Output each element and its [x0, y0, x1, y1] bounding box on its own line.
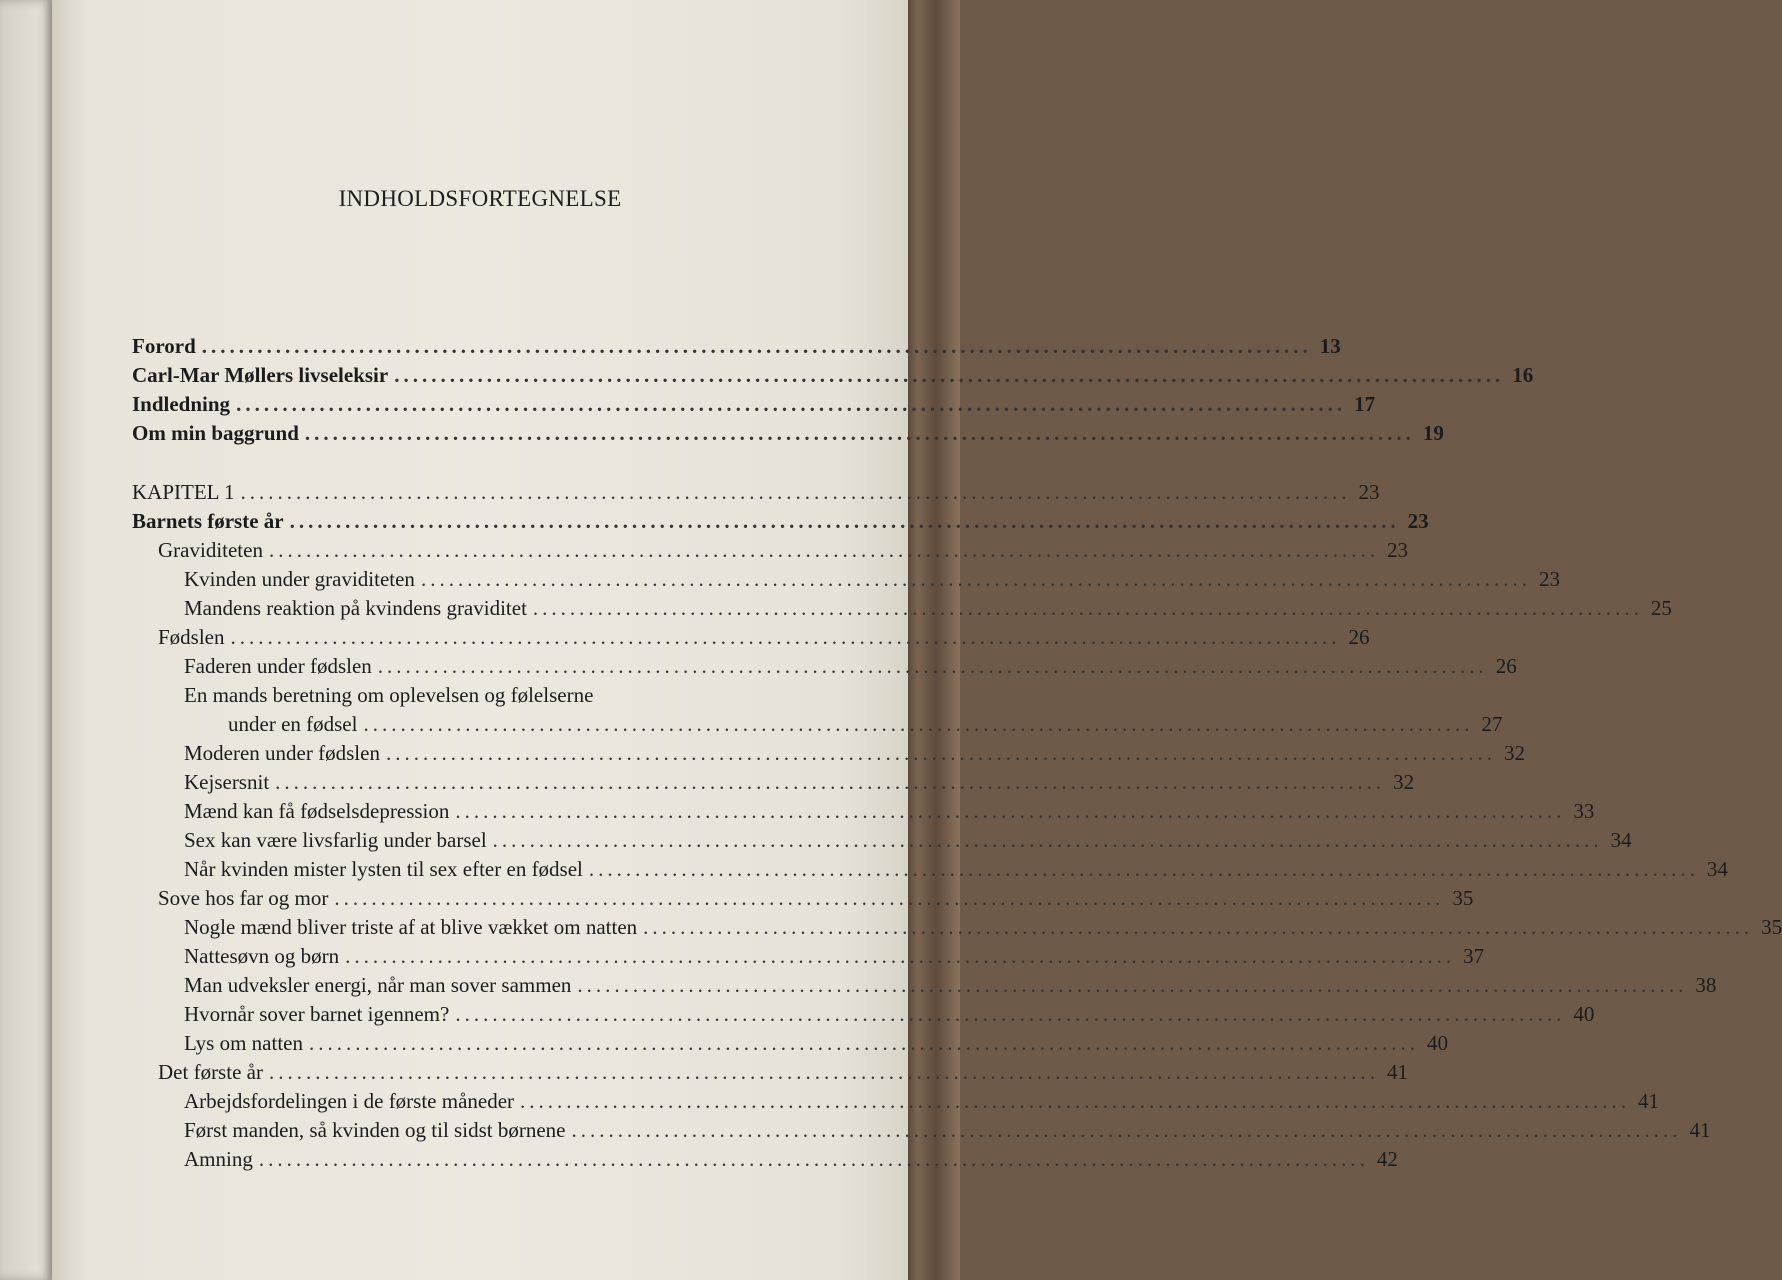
toc-entry-title: Indledning: [132, 392, 231, 416]
toc-entry: [132, 392, 1376, 421]
toc-page-number: 42: [1376, 1147, 1398, 1171]
toc-entry-title: Sove hos far og mor: [158, 886, 329, 910]
toc-leader-dots: ........................................................................................................................: [289, 509, 1400, 533]
toc-leader-dots: ........................................................................................................................: [532, 596, 1643, 620]
toc-entry-title: Fødslen: [158, 625, 225, 649]
toc-entry-title: Amning: [184, 1147, 253, 1171]
toc-entry-title: Arbejdsfordelingen i de første måneder: [184, 1089, 515, 1113]
toc-entry: [132, 1118, 1711, 1147]
toc-entry-title: Moderen under fødslen: [184, 741, 380, 765]
toc-entry-title: under en fødsel: [228, 712, 358, 736]
toc-entry: [132, 480, 1380, 509]
toc-entry: [132, 886, 1474, 915]
toc-page-number: 33: [1573, 799, 1595, 823]
toc-page-number: 23: [1407, 509, 1429, 533]
toc-leader-dots: ........................................................................................................................: [394, 363, 1505, 387]
toc-entry-title: Mandens reaktion på kvindens graviditet: [184, 596, 527, 620]
toc-leader-dots: ........................................................................................................................: [363, 712, 1474, 736]
toc-entry-title: Kvinden under graviditeten: [184, 567, 415, 591]
toc-entry-title-continued: En mands beretning om oplevelsen og følelserne: [184, 683, 594, 707]
toc-entry: [132, 973, 1717, 1002]
toc-entry: [132, 421, 1444, 450]
toc-page-number: 23: [1358, 480, 1380, 504]
toc-entry: [132, 567, 1560, 596]
toc-leader-dots: ........................................................................................................................: [304, 421, 1415, 445]
book-page: [52, 0, 1782, 1280]
toc-entry-title: Graviditeten: [158, 538, 263, 562]
toc-page-number: 35: [1761, 915, 1782, 939]
toc-leader-dots: ........................................................................................................................: [268, 1060, 1379, 1084]
toc-leader-dots: ........................................................................................................................: [334, 886, 1445, 910]
toc-leader-dots: ........................................................................................................................: [230, 625, 1341, 649]
toc-entry-title: Om min baggrund: [132, 421, 299, 445]
toc-entry-title: Sex kan være livsfarlig under barsel: [184, 828, 487, 852]
toc-entry: [132, 712, 1503, 741]
toc-page-number: 26: [1348, 625, 1370, 649]
toc-leader-dots: ........................................................................................................................: [385, 741, 1496, 765]
toc-entry-title: Forord: [132, 334, 196, 358]
toc-entry-title: Man udveksler energi, når man sover sammen: [184, 973, 572, 997]
toc-entry: [132, 828, 1632, 857]
toc-entry-title: Mænd kan få fødselsdepression: [184, 799, 450, 823]
toc-page-number: 38: [1695, 973, 1717, 997]
toc-entry: [132, 770, 1415, 799]
toc-leader-dots: ........................................................................................................................: [520, 1089, 1631, 1113]
toc-page-number: 40: [1427, 1031, 1448, 1055]
toc-leader-dots: ........................................................................................................................: [571, 1118, 1682, 1142]
toc-entry-title: Nattesøvn og børn: [184, 944, 340, 968]
toc-entry: [132, 1147, 1398, 1176]
toc-leader-dots: ........................................................................................................................: [455, 799, 1566, 823]
toc-entry: [132, 654, 1517, 683]
toc-page-number: 23: [1386, 538, 1408, 562]
toc-leader-dots: ........................................................................................................................: [309, 1031, 1419, 1055]
toc-leader-dots: ........................................................................................................................: [268, 538, 1379, 562]
toc-entry: [132, 596, 1672, 625]
toc-leader-dots: ........................................................................................................................: [240, 480, 1351, 504]
toc-leader-dots: ........................................................................................................................: [258, 1147, 1369, 1171]
toc-leader-dots: ........................................................................................................................: [492, 828, 1603, 852]
toc-leader-dots: ........................................................................................................................: [577, 973, 1688, 997]
toc-page-number: 41: [1386, 1060, 1408, 1084]
toc-leader-dots: ........................................................................................................................: [236, 392, 1347, 416]
toc-page-number: 37: [1463, 944, 1485, 968]
toc-entry: [132, 363, 1534, 392]
toc-leader-dots: ........................................................................................................................: [455, 1002, 1566, 1026]
toc-entry-title: Carl-Mar Møllers livseleksir: [132, 363, 389, 387]
toc-entry-title: Når kvinden mister lysten til sex efter en fødsel: [184, 857, 583, 881]
toc-entry-title: Lys om natten: [184, 1031, 303, 1055]
toc-entry: [132, 334, 1341, 363]
toc-entry: [132, 1002, 1595, 1031]
toc-entry: [132, 1031, 1448, 1060]
toc-page-number: 25: [1650, 596, 1672, 620]
toc-page-number: 32: [1393, 770, 1415, 794]
toc-leader-dots: ........................................................................................................................: [201, 334, 1312, 358]
toc-entry-title: Faderen under fødslen: [184, 654, 372, 678]
toc-leader-dots: ........................................................................................................................: [377, 654, 1488, 678]
toc-page-number: 35: [1452, 886, 1474, 910]
toc-page-number: 26: [1495, 654, 1517, 678]
toc-entry-title: KAPITEL 1: [132, 480, 235, 504]
toc-entry: [132, 509, 1429, 538]
toc-entry: [132, 741, 1525, 770]
toc-page-number: 40: [1573, 1002, 1595, 1026]
toc-entry: [132, 857, 1728, 886]
toc-page-number: 41: [1638, 1089, 1660, 1113]
toc-entry-title: Først manden, så kvinden og til sidst børnene: [184, 1118, 566, 1142]
toc-entry: [132, 1060, 1408, 1089]
toc-leader-dots: ........................................................................................................................: [420, 567, 1531, 591]
toc-entry-title: Hvornår sover barnet igennem?: [184, 1002, 450, 1026]
previous-page-edge: [0, 0, 60, 1280]
toc-entry: [132, 625, 1370, 654]
toc-entry: [132, 799, 1595, 828]
toc-page-number: 17: [1354, 392, 1376, 416]
toc-entry: [132, 538, 1408, 567]
toc-entry: [132, 944, 1485, 973]
toc-page-number: 34: [1706, 857, 1728, 881]
toc-entry-title: Kejsersnit: [184, 770, 270, 794]
toc-entry-title: Det første år: [158, 1060, 263, 1084]
toc-page-number: 41: [1689, 1118, 1711, 1142]
page-title: INDHOLDSFORTEGNELSE: [338, 186, 622, 211]
toc-page-number: 16: [1512, 363, 1534, 387]
toc-leader-dots: ........................................................................................................................: [275, 770, 1386, 794]
toc-page-number: 19: [1422, 421, 1444, 445]
toc-entry: [132, 1089, 1660, 1118]
toc-page-number: 23: [1538, 567, 1560, 591]
toc-leader-dots: ........................................................................................................................: [588, 857, 1699, 881]
toc-leader-dots: ........................................................................................................................: [643, 915, 1754, 939]
toc-page-number: 32: [1503, 741, 1525, 765]
toc-leader-dots: ........................................................................................................................: [345, 944, 1456, 968]
toc-entry-title: Nogle mænd bliver triste af at blive vækket om natten: [184, 915, 638, 939]
toc-page-number: 34: [1610, 828, 1632, 852]
toc-entry: [132, 915, 1782, 944]
toc-page-number: 13: [1319, 334, 1341, 358]
toc-entry-title: Barnets første år: [132, 509, 284, 533]
toc-page-number: 27: [1481, 712, 1503, 736]
